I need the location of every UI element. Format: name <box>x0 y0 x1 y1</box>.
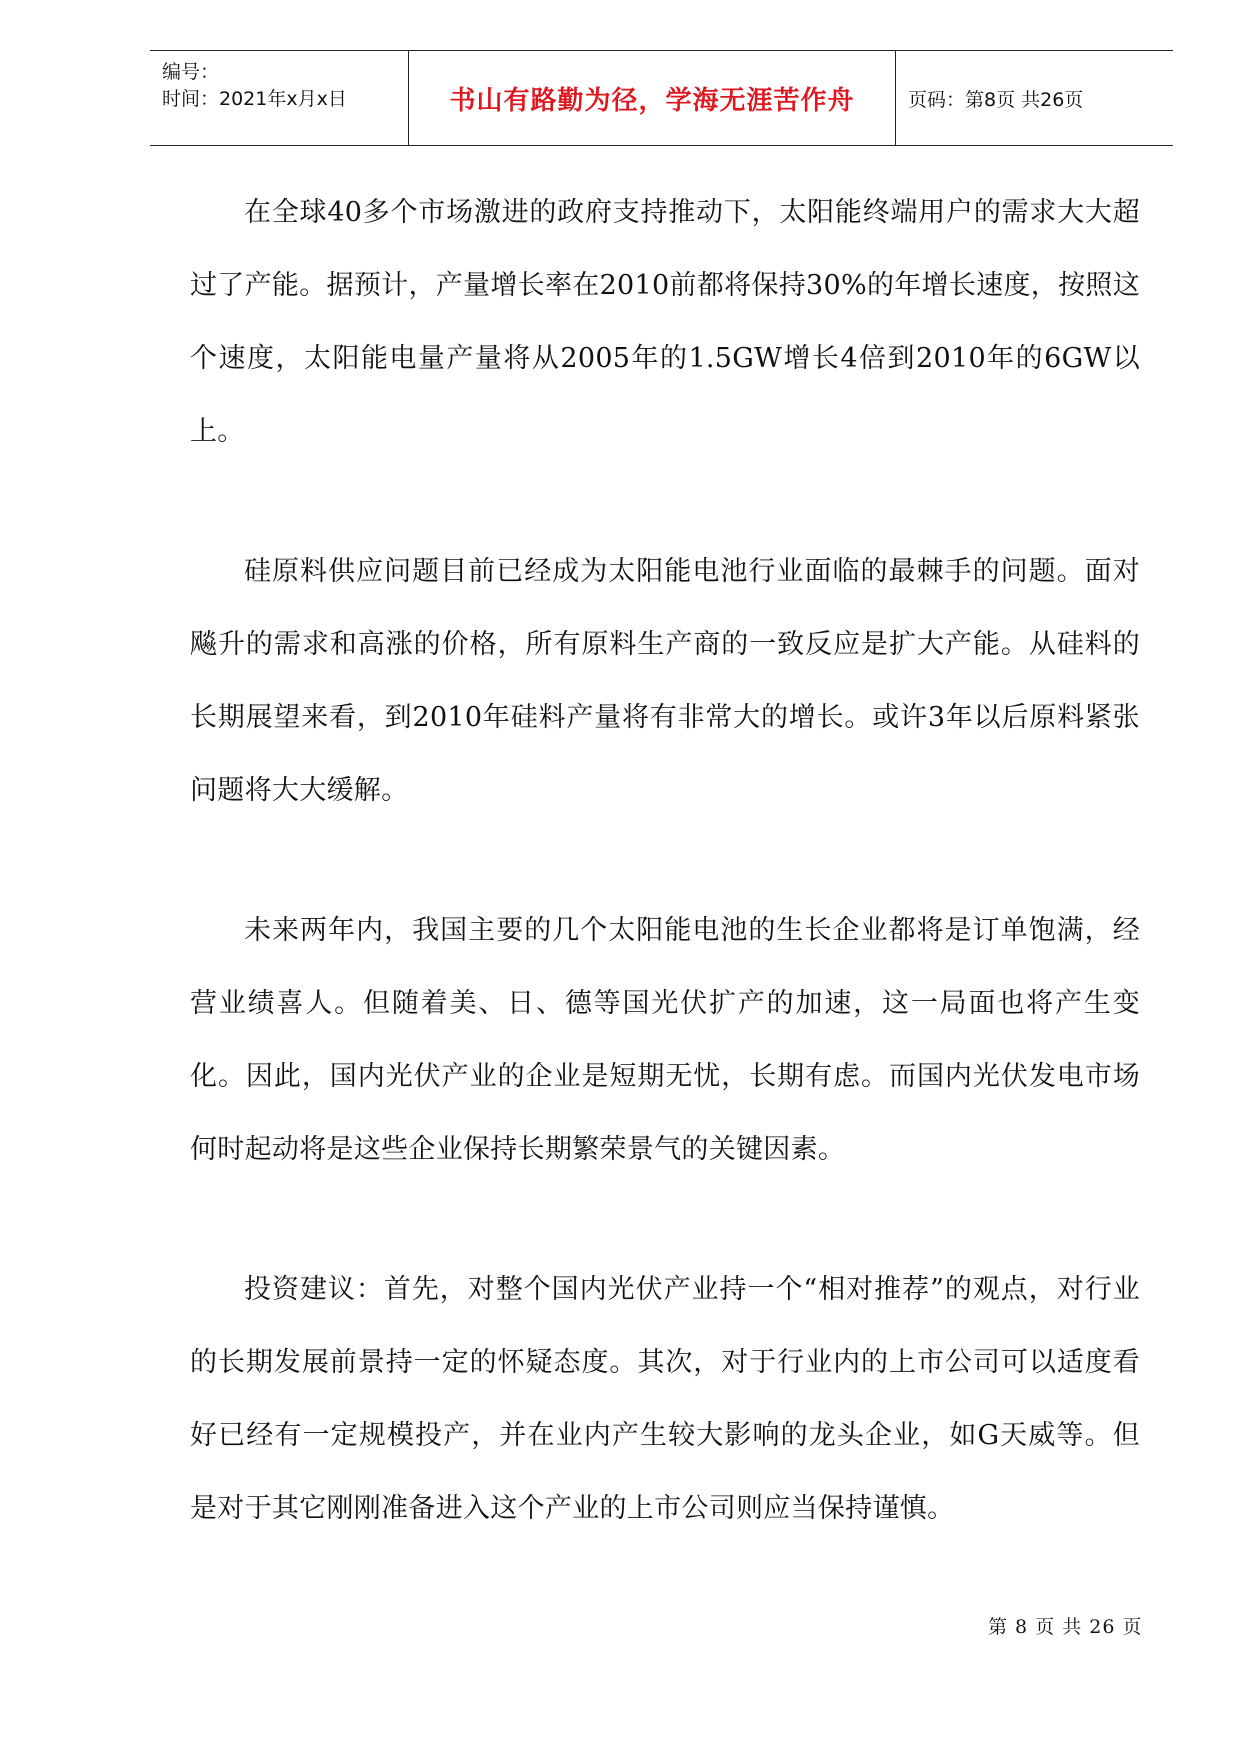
paragraph-silicon-supply: 硅原料供应问题目前已经成为太阳能电池行业面临的最棘手的问题。面对飚升的需求和高涨的价格，所有原料生产商的一致反应是扩大产能。从硅料的长期展望来看，到2010年硅料产量将有非常大的增长。或许3年以后原料紧张问题将大大缓解。 <box>190 556 1140 806</box>
time-label: 时间：2021年x月x日 <box>162 88 347 110</box>
page-footer: 第 8 页 共 26 页 <box>988 1616 1143 1638</box>
paragraph-market-demand: 在全球40多个市场激进的政府支持推动下，太阳能终端用户的需求大大超过了产能。据预计，产量增长率在2010前都将保持30%的年增长速度，按照这个速度，太阳能电量产量将从2005年的1.5GW增长4倍到2010年的6GW以上。 <box>190 197 1140 447</box>
document-body <box>190 176 1140 1612</box>
header-meta <box>150 51 409 145</box>
paragraph-domestic-outlook: 未来两年内，我国主要的几个太阳能电池的生长企业都将是订单饱满，经营业绩喜人。但随着美、日、德等国光伏扩产的加速，这一局面也将产生变化。因此，国内光伏产业的企业是短期无忧，长期有虑。而国内光伏发电市场何时起动将是这些企业保持长期繁荣景气的关键因素。 <box>190 915 1140 1165</box>
header-page-code: 页码：第8页 共26页 <box>908 88 1084 111</box>
serial-label: 编号： <box>162 61 220 83</box>
paragraph-investment-advice: 投资建议：首先，对整个国内光伏产业持一个“相对推荐”的观点，对行业的长期发展前景持一定的怀疑态度。其次，对于行业内的上市公司可以适度看好已经有一定规模投产，并在业内产生较大影响的龙头企业，如G天威等。但是对于其它刚刚准备进入这个产业的上市公司则应当保持谨慎。 <box>190 1274 1140 1524</box>
page-header <box>150 50 1173 146</box>
header-motto: 书山有路勤为径，学海无涯苦作舟 <box>409 51 896 145</box>
